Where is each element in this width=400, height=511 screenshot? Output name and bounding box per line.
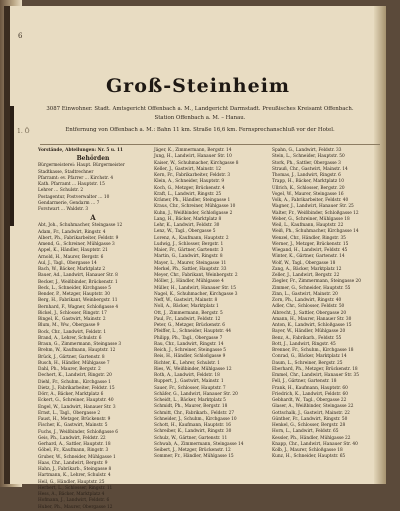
directory-entry: Stadtkasse, Stadtrechner	[38, 169, 94, 175]
directory-entry: Meyer, Chr., Fabrikant, Weinbergstr. 2	[154, 273, 238, 278]
directory-entry: Zang, A., Bäcker, Marktplatz 12	[272, 266, 342, 272]
directory-entry: Sauer, Fr., Schlosser, Hauptstr. 7	[154, 385, 226, 391]
directory-entry: Schwab, A., Zimmermann, Steingasse 14	[154, 441, 244, 447]
directory-entry: Appel, K., Händler, Hauptstr. 21	[38, 248, 108, 254]
directory-entry: Albrecht, J., Sattler, Obergasse 20	[272, 310, 347, 316]
directory-entry: Werner, J., Metzger, Brückenstr. 15	[272, 241, 349, 247]
directory-entry: Hess, A., Bäcker, Marktplatz 4	[38, 492, 105, 497]
directory-entry: Lenz, W., Tagl., Obergasse 5	[154, 229, 216, 235]
directory-entry: Roth, A., Landwirt, Feldstr. 18	[154, 373, 220, 378]
directory-entry: Benz, A., Fabrikarb., Feldstr. 55	[272, 335, 342, 341]
directory-entry: Bock, Chr., Landwirt, Feldstr. 1	[38, 329, 107, 335]
directory-entry: Koch, G., Metzger, Brückenstr. 4	[154, 185, 225, 191]
directory-entry: Maier, Fr., Gärtner, Gartenstr. 3	[154, 248, 224, 253]
directory-entry: Weil, L., Kaufmann, Hauptstr. 22	[272, 223, 344, 228]
directory-entry: Bach, W., Bäcker, Marktplatz 2	[38, 267, 106, 272]
directory-entry: Sommer, Fr., Händler, Mühlgasse 15	[154, 454, 234, 460]
directory-entry: Frank, H., Kaufmann, Hauptstr. 60	[272, 385, 348, 391]
directory-entry: Daum, L., Schreiner, Bergstr. 25	[272, 360, 343, 366]
directory-entry: Kuhn, J., Weißbinder, Schloßgasse 2	[154, 210, 233, 216]
directory-entry: Huber, Ph., Maurer, Obergasse 12	[38, 504, 113, 510]
directory-entry: Hofmann, J., Landwirt, Feldstr. 6	[38, 498, 110, 504]
directory-entry: Schulz, W., Gärtner, Gartenstr. 11	[154, 435, 228, 441]
info-line-2: Station Offenbach a. M. – Hanau.	[154, 115, 246, 121]
directory-entry: Klein, A., Schneider, Hauptstr. 9	[154, 179, 225, 185]
directory-entry: Kunz, H., Schneider, Hauptstr. 65	[272, 454, 346, 460]
directory-entry: Diehl, Fr., Schuhm., Kirchgasse 1	[38, 379, 111, 385]
directory-entry: Haas, Chr., Landwirt, Bergstr. 9	[38, 460, 108, 466]
directory-entry: Friedrich, K., Landwirt, Feldstr. 60	[272, 391, 348, 397]
directory-entry: Dahl, Ph., Maurer, Bergstr. 2	[38, 367, 101, 372]
directory-entry: Dietz, J., Fabrikarbeiter, Feldstr. 15	[38, 385, 115, 391]
column-3	[272, 148, 384, 461]
column-2	[154, 148, 264, 461]
directory-entry: Kolb, J., Maurer, Schloßgasse 18	[272, 448, 343, 453]
directory-entry: Adler, Chr., Schlosser, Feldstr. 50	[272, 304, 345, 310]
directory-entry: Henkel, G., Schlosser, Bergstr. 28	[272, 423, 346, 428]
directory-entry: Fischer, K., Gastwirt, Mainstr. 5	[38, 423, 108, 429]
directory-entry: Neff, W., Gastwirt, Mainstr. 8	[154, 298, 218, 303]
directory-entry: Blum, M., Ww., Obergasse 9	[38, 323, 100, 329]
entries-list	[272, 148, 384, 461]
directory-entry: Göbel, Fr., Kaufmann, Ringstr. 3	[38, 448, 109, 454]
directory-entry: Berg, H., Fabrikant, Weinbergstr. 11	[38, 298, 118, 304]
directory-entry: Ernst, L., Tagl., Obergasse 2	[38, 410, 101, 416]
directory-entry: Brück, J., Gärtner, Gartenstr. 8	[38, 354, 105, 360]
directory-entry: Hahn, J., Fabrikarb., Steingasse 8	[38, 467, 112, 472]
section-heading: Behörden	[76, 155, 110, 163]
directory-entry: Busch, H., Händler, Mühlgasse 7	[38, 360, 110, 366]
directory-entry: Noll, A., Bäcker, Marktplatz 1	[154, 304, 219, 310]
directory-entry: Bürgermeisterei: Haupt. Bürgermeister	[38, 163, 125, 169]
directory-entry: Postagentur, Postverwalter … 10	[38, 194, 110, 200]
directory-entry: Reis, H., Händler, Schloßgasse 9	[154, 354, 226, 360]
directory-entry: Hartmann, K., Lehrer, Schulstr. 4	[38, 473, 111, 479]
directory-entry: Günther, Fr., Landwirt, Ringstr. 50	[272, 416, 348, 422]
directory-entry: Arnold, H., Maurer, Bergstr. 6	[38, 254, 104, 260]
directory-entry: Bingel, K., Gastwirt, Mainstr. 2	[38, 317, 106, 322]
directory-entry: Strauß, Chr., Gastwirt, Mainstr. 14	[272, 166, 348, 172]
directory-entry: Engel, W., Landwirt, Hanauer Str. 3	[38, 404, 116, 410]
directory-entry: Horn, L., Landwirt, Feldstr. 65	[272, 429, 339, 435]
directory-entry: Wenzel, Chr., Händler, Ringstr. 35	[272, 235, 346, 241]
directory-entry: Brand, A., Lehrer, Schulstr. 6	[38, 335, 102, 341]
directory-entry: Pfarramt: ev. Pfarrer … Kirchstr. 4	[38, 175, 114, 181]
directory-entry: Herbert, L., Schlosser, Ringstr. 11	[38, 485, 113, 491]
directory-entry: Brenner, Fr., Schuhm., Kirchgasse 18	[272, 348, 354, 353]
directory-entry: Forstwart … Waldstr. 3	[38, 207, 89, 212]
directory-entry: Faust, H., Metzger, Brückenstr. 9	[38, 417, 111, 422]
directory-entry: Mayer, L., Maurer, Steingasse 11	[154, 260, 227, 266]
directory-entry: Müller, H., Landwirt, Hanauer Str. 15	[154, 285, 236, 291]
directory-entry: Dechert, K., Landwirt, Ringstr. 20	[38, 373, 112, 379]
directory-entry: Zinn, L., Gastwirt, Mainstr. 20	[272, 291, 338, 297]
directory-entry: Peter, G., Metzger, Brückenstr. 6	[154, 323, 226, 328]
directory-entry: Richter, K., Lehrer, Schulstr. 1	[154, 360, 220, 366]
directory-entry: Fuchs, J., Weißbinder, Schloßgasse 6	[38, 429, 119, 435]
directory-entry: Ruppert, J., Gastwirt, Mainstr. 1	[154, 379, 224, 385]
directory-page	[4, 6, 386, 510]
binding-tab	[10, 106, 14, 226]
directory-entry: Zorn, Ph., Landwirt, Ringstr. 40	[272, 298, 342, 303]
directory-entry: Becker, J., Weißbinder, Brückenstr. 1	[38, 279, 118, 285]
directory-entry: Bickel, J., Schlosser, Ringstr. 17	[38, 310, 107, 316]
directory-entry: Braun, G., Zimmermann, Steingasse 3	[38, 342, 122, 347]
directory-entry: Winter, K., Gärtner, Gartenstr. 14	[272, 254, 345, 260]
directory-entry: Ries, W., Weißbinder, Mühlgasse 12	[154, 366, 232, 372]
directory-entry: Kessler, Ph., Händler, Mühlgasse 22	[272, 435, 351, 441]
directory-entry: Seibert, J., Metzger, Brückenstr. 12	[154, 448, 231, 453]
info-line-3: Entfernung von Offenbach a. M.: Bahn 11 km. Straße 16,6 km. Fernsprechanschluß vor der Hotel.	[65, 127, 335, 133]
directory-entry: Gendarmerie, Gendarm … 7	[38, 200, 100, 206]
directory-entry: Amend, G., Schreiner, Mühlgasse 3	[38, 242, 115, 247]
directory-entry: Knapp, Chr., Landwirt, Hanauer Str. 40	[272, 441, 358, 447]
directory-entry: Heil, G., Händler, Hauptstr. 25	[38, 479, 105, 485]
directory-entry: Schmitt, Chr., Fabrikarb., Feldstr. 27	[154, 410, 235, 416]
directory-entry: Gottschalk, J., Gastwirt, Mainstr. 22	[272, 410, 350, 416]
directory-entry: Bender, P., Metzger, Hauptstr. 30	[38, 292, 110, 297]
directory-entry: Eberhard, Ph., Metzger, Brückenstr. 18	[272, 366, 358, 372]
column-head: Vorstände, Abteilungen: Nr. 5 u. 11	[38, 148, 123, 153]
directory-entry: Weiß, Ph., Schuhmacher, Kirchgasse 14	[272, 229, 359, 235]
directory-entry: Emmel, Chr., Landwirt, Hanauer Str. 35	[272, 373, 359, 378]
authorities-list	[38, 163, 148, 213]
directory-entry: Abt, Joh., Schuhmacher, Steingasse 12	[38, 223, 123, 229]
directory-entry: Kraus, Chr., Schreiner, Mühlgasse 10	[154, 204, 236, 210]
directory-entry: Jung, H., Landwirt, Hanauer Str. 10	[154, 154, 232, 160]
directory-entry: Geis, Ph., Landwirt, Feldstr. 22	[38, 435, 106, 441]
directory-entry: Kern, Fr., Fabrikarbeiter, Feldstr. 3	[154, 173, 231, 178]
directory-entry: Martin, G., Landwirt, Ringstr. 8	[154, 254, 223, 260]
directory-entry: Beck, L., Schneider, Kirchgasse 5	[38, 285, 111, 291]
directory-entry: Bayer, W., Händler, Mühlgasse 20	[272, 329, 346, 335]
page-title: Groß-Steinheim	[105, 75, 291, 97]
directory-entry: Schmidt, Ph., Maurer, Bergstr. 18	[154, 404, 228, 410]
directory-entry: Jäger, K., Zimmermann, Bergstr. 14	[154, 148, 232, 153]
directory-entry: Dörr, A., Bäcker, Marktplatz 6	[38, 392, 104, 397]
directory-entry: Volk, A., Fabrikarbeiter, Feldstr. 40	[272, 198, 349, 203]
directory-entry: Wiegand, H., Landwirt, Feldstr. 45	[272, 248, 348, 253]
directory-entry: Kath. Pfarramt … Hauptstr. 15	[38, 182, 105, 187]
page-number: 6	[18, 32, 23, 40]
directory-entry: Pfeiffer, L., Schneider, Hauptstr. 44	[154, 329, 231, 335]
directory-entry: Ziegler, Fr., Zimmermann, Steingasse 20	[272, 279, 362, 285]
directory-entry: Lorenz, A., Kaufmann, Hauptstr. 2	[154, 235, 229, 241]
directory-entry: Schreiber, K., Landwirt, Ringstr. 30	[154, 429, 232, 435]
directory-entry: Eckert, G., Schreiner, Hauptstr. 40	[38, 398, 114, 404]
directory-entry: Möller, J., Händler, Mühlgasse 4	[154, 279, 224, 285]
directory-entry: Anton, K., Landwirt, Schloßgasse 15	[272, 323, 352, 328]
column-1	[38, 148, 148, 511]
directory-entry: Lehr, K., Landwirt, Feldstr. 30	[154, 223, 220, 228]
directory-entry: Schäfer, G., Landwirt, Hanauer Str. 20	[154, 391, 238, 397]
directory-entry: Kraft, L., Landwirt, Ringstr. 25	[154, 191, 222, 197]
directory-entry: Wolf, W., Tagl., Obergasse 18	[272, 260, 336, 266]
directory-entry: Stein, L., Schneider, Hauptstr. 50	[272, 154, 345, 160]
directory-entry: Stork, Ph., Sattler, Obergasse 3	[272, 160, 341, 166]
directory-entry: Ludwig, J., Schlosser, Bergstr. 1	[154, 241, 224, 247]
directory-entry: Schott, H., Kaufmann, Hauptstr. 16	[154, 423, 232, 428]
directory-entry: Brehm, W., Kaufmann, Hauptstr. 12	[38, 348, 116, 354]
directory-entry: Keller, J., Gastwirt, Mainstr. 12	[154, 166, 222, 172]
directory-entry: Gruber, W., Schneider, Mühlgasse 1	[38, 454, 116, 460]
margin-mark: 1. Ö	[17, 128, 30, 135]
directory-entry: Thomas, J., Landwirt, Ringstr. 6	[272, 173, 341, 178]
header-rule	[40, 144, 380, 145]
directory-entry: Spahn, G., Landwirt, Feldstr. 33	[272, 148, 342, 153]
directory-entry: Lehrer … Schulstr. 2	[38, 188, 84, 194]
directory-entry: Nagel, K., Schuhmacher, Kirchgasse 3	[154, 291, 238, 297]
directory-entry: Ott, J., Zimmermann, Bergstr. 5	[154, 310, 223, 316]
directory-entry: Paul, Fr., Landwirt, Feldstr. 12	[154, 316, 221, 322]
directory-entry: Bott, J., Landwirt, Ringstr. 45	[272, 341, 336, 347]
directory-entry: Krämer, Ph., Händler, Steingasse 1	[154, 198, 231, 203]
directory-entry: Bauer, Ad., Landwirt, Hanauer Str. 8	[38, 273, 118, 279]
directory-entry: Kaiser, W., Schuhmacher, Kirchgasse 8	[154, 160, 239, 166]
directory-entry: Bernhard, F., Wagner, Schloßgasse 4	[38, 304, 119, 310]
directory-entry: Reich, J., Schreiner, Steingasse 5	[154, 348, 226, 353]
directory-entry: Zeller, J., Landwirt, Bergstr. 22	[272, 273, 340, 278]
directory-entry: Albert, Ph., Fabrikarbeiter, Feldstr. 9	[38, 235, 119, 241]
directory-entry: Rau, Chr., Landwirt, Ringstr. 14	[154, 341, 224, 347]
directory-entry: Philipp, Ph., Tagl., Obergasse 7	[154, 335, 223, 341]
directory-entry: Lang, H., Bäcker, Marktplatz 8	[154, 216, 222, 222]
info-line-1: 3087 Einwohner. Stadt. Amtsgericht Offenbach a. M., Landgericht Darmstadt. Preußisches Kreisamt Offenbach.	[46, 106, 354, 112]
directory-entry: Vogel, W., Maurer, Steingasse 16	[272, 191, 344, 197]
directory-entry: Merkel, Ph., Sattler, Hauptstr. 33	[154, 266, 227, 272]
entries-list	[154, 148, 264, 461]
directory-entry: Scheidt, L., Bäcker, Marktplatz 5	[154, 398, 226, 403]
directory-entry: Fell, J., Gärtner, Gartenstr. 18	[272, 379, 337, 385]
directory-entry: Amann, H., Maurer, Hanauer Str. 30	[272, 316, 352, 322]
directory-entry: Trapp, H., Bäcker, Marktplatz 10	[272, 179, 345, 185]
directory-entry: Walter, Fr., Weißbinder, Schloßgasse 12	[272, 210, 359, 216]
directory-entry: Wagner, J., Landwirt, Hanauer Str. 25	[272, 204, 354, 210]
directory-entry: Ullrich, K., Schlosser, Bergstr. 20	[272, 185, 345, 191]
directory-entry: Weber, G., Schreiner, Mühlgasse 18	[272, 216, 350, 222]
directory-entry: Adam, Fr., Landwirt, Ringstr. 4	[38, 229, 106, 235]
entries-list	[38, 223, 148, 511]
directory-entry: Schneider, J., Schuhm., Kirchgasse 10	[154, 416, 237, 422]
directory-entry: Conrad, G., Bäcker, Marktplatz 14	[272, 354, 347, 360]
section-letter: A	[90, 213, 96, 223]
directory-entry: Glaser, A., Weißbinder, Steingasse 22	[272, 404, 354, 410]
directory-entry: Gerhard, A., Sattler, Hauptstr. 18	[38, 442, 111, 447]
directory-entry: Zimmer, G., Schneider, Hauptstr. 55	[272, 285, 351, 291]
directory-entry: Aul, J., Tagl., Obergasse 14	[38, 260, 97, 266]
directory-entry: Gebhardt, W., Tagl., Obergasse 22	[272, 398, 347, 403]
